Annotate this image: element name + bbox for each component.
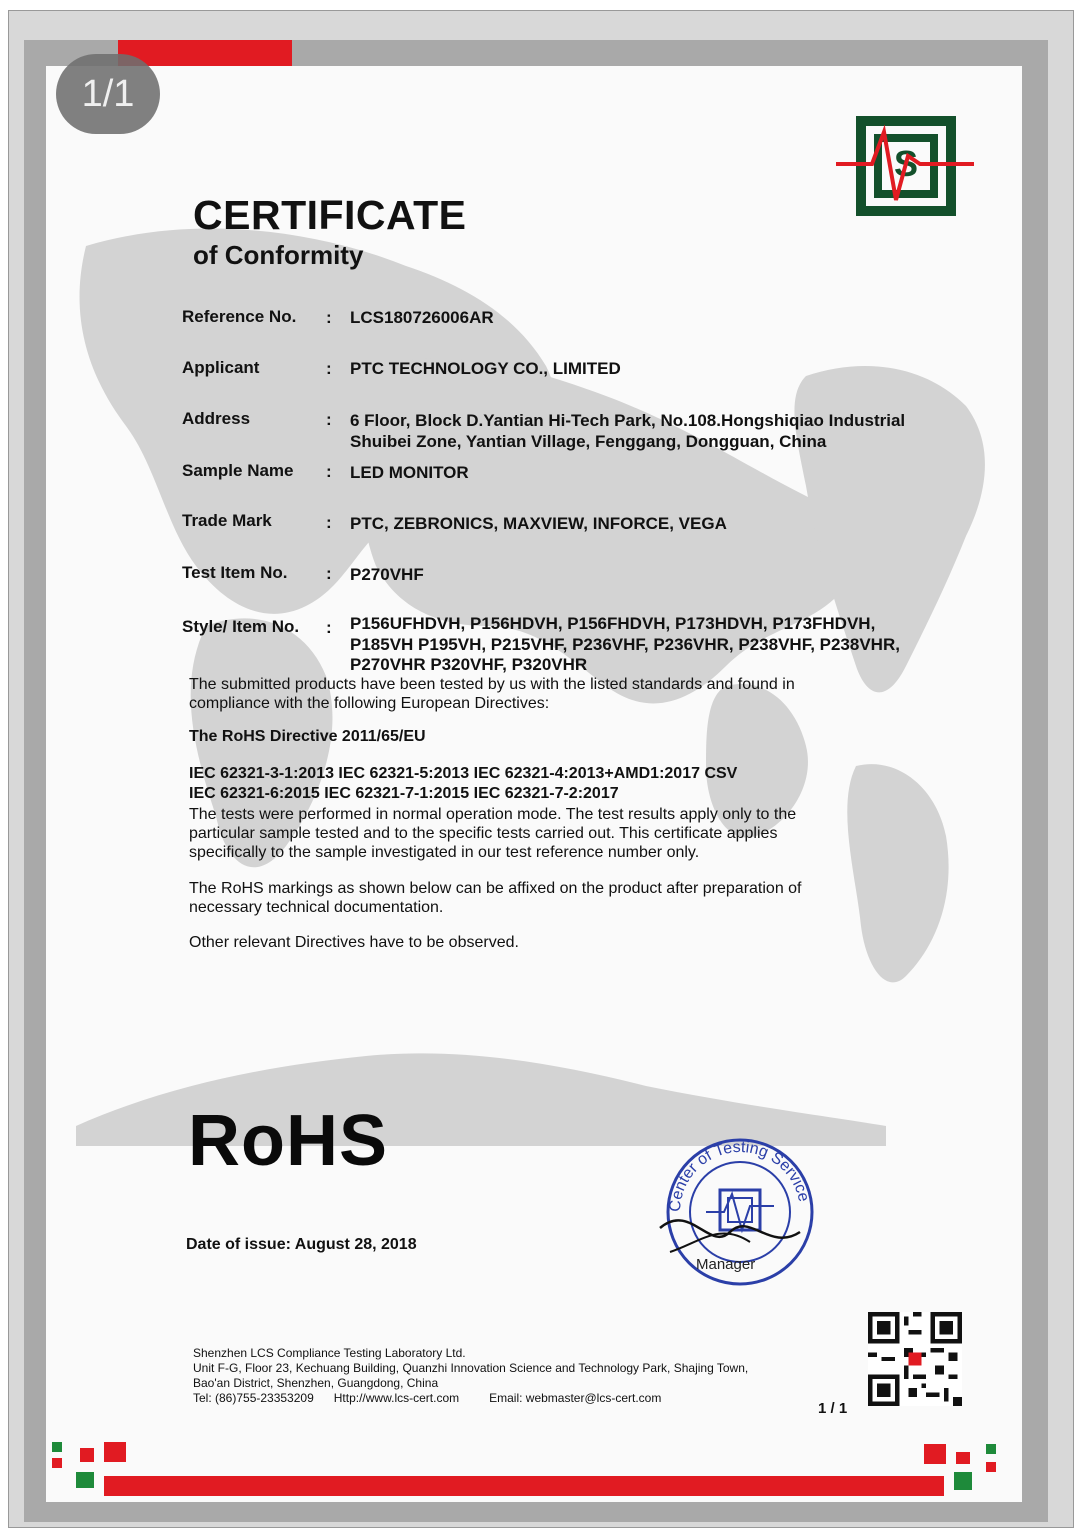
decor-square xyxy=(52,1442,62,1452)
test-item-label: Test Item No. xyxy=(182,563,288,582)
address-value-line2: Shuibei Zone, Yantian Village, Fenggang, Dongguan, China xyxy=(350,432,827,451)
reference-value: LCS180726006AR xyxy=(350,308,494,327)
style-item-value-line3: P270VHR P320VHF, P320VHR xyxy=(350,655,588,674)
style-item-colon: : xyxy=(326,618,332,637)
footer-address-line2: Bao'an District, Shenzhen, Guangdong, China xyxy=(193,1376,439,1390)
directive-title: The RoHS Directive 2011/65/EU xyxy=(189,728,426,745)
address-value-line1: 6 Floor, Block D.Yantian Hi-Tech Park, No.108.Hongshiqiao Industrial xyxy=(350,411,906,430)
reference-label: Reference No. xyxy=(182,307,297,326)
trade-mark-value: PTC, ZEBRONICS, MAXVIEW, INFORCE, VEGA xyxy=(350,514,727,533)
bottom-red-bar xyxy=(104,1476,944,1496)
style-item-value-line1: P156UFHDVH, P156HDVH, P156FHDVH, P173HDVH, P173FHDVH, xyxy=(350,614,876,633)
svg-text:S: S xyxy=(893,143,919,184)
tests-text-line3: specifically to the sample investigated in our test reference number only. xyxy=(189,844,700,861)
test-item-value: P270VHF xyxy=(350,565,424,584)
decor-square xyxy=(104,1442,126,1462)
footer-contact: Tel: (86)755-23353209 Http://www.lcs-cert.com Email: webmaster@lcs-cert.com xyxy=(193,1391,662,1405)
manager-signature-label: Manager xyxy=(696,1256,756,1273)
other-directives-text: Other relevant Directives have to be observed. xyxy=(189,934,519,951)
tests-text-line2: particular sample tested and to the specific tests carried out. This certificate applies xyxy=(189,825,778,842)
standards-line1: IEC 62321-3-1:2013 IEC 62321-5:2013 IEC 62321-4:2013+AMD1:2017 CSV xyxy=(189,765,738,782)
sample-name-label: Sample Name xyxy=(182,461,294,480)
standards-line2: IEC 62321-6:2015 IEC 62321-7-1:2015 IEC 62321-7-2:2017 xyxy=(189,785,619,802)
decor-square xyxy=(924,1444,946,1464)
address-colon: : xyxy=(326,410,332,429)
decor-square xyxy=(986,1462,996,1472)
lcs-logo-icon xyxy=(836,112,976,220)
markings-text-line2: necessary technical documentation. xyxy=(189,899,444,916)
certificate-subtitle: of Conformity xyxy=(193,240,364,270)
trade-mark-label: Trade Mark xyxy=(182,511,272,530)
certificate-title: CERTIFICATE xyxy=(193,192,467,238)
sample-name-value: LED MONITOR xyxy=(350,463,469,482)
sample-name-colon: : xyxy=(326,462,332,481)
decor-square xyxy=(80,1448,94,1462)
reference-colon: : xyxy=(326,308,332,327)
markings-text-line1: The RoHS markings as shown below can be affixed on the product after preparation of xyxy=(189,880,802,897)
qr-code-icon xyxy=(868,1312,962,1406)
address-label: Address xyxy=(182,409,251,428)
tests-text-line1: The tests were performed in normal operation mode. The test results apply only to the xyxy=(189,806,797,823)
decor-square xyxy=(76,1472,94,1488)
decor-square xyxy=(986,1444,996,1454)
test-item-colon: : xyxy=(326,564,332,583)
page-number: 1 / 1 xyxy=(818,1400,848,1417)
footer-address-line1: Unit F-G, Floor 23, Kechuang Building, Quanzhi Innovation Science and Technology Park, Shajing Town, xyxy=(193,1361,749,1375)
applicant-value: PTC TECHNOLOGY CO., LIMITED xyxy=(350,359,621,378)
decor-square xyxy=(954,1472,972,1490)
applicant-label: Applicant xyxy=(182,358,260,377)
style-item-label: Style/ Item No. xyxy=(182,617,300,636)
submitted-text-line1: The submitted products have been tested by us with the listed standards and found in xyxy=(189,676,795,693)
rohs-mark: RoHS xyxy=(188,1101,388,1181)
style-item-value-line2: P185VH P195VH, P215VHF, P236VHF, P236VHR, P238VHF, P238VHR, xyxy=(350,635,900,654)
applicant-colon: : xyxy=(326,359,332,378)
page-indicator-badge: 1/1 xyxy=(56,54,160,134)
decor-square xyxy=(52,1458,62,1468)
footer-company: Shenzhen LCS Compliance Testing Laboratory Ltd. xyxy=(193,1346,466,1360)
date-of-issue: Date of issue: August 28, 2018 xyxy=(186,1236,417,1253)
decor-square xyxy=(956,1452,970,1464)
svg-text:Center of Testing Service: Center of Testing Service xyxy=(666,1138,813,1213)
submitted-text-line2: compliance with the following European Directives: xyxy=(189,695,550,712)
trade-mark-colon: : xyxy=(326,513,332,532)
